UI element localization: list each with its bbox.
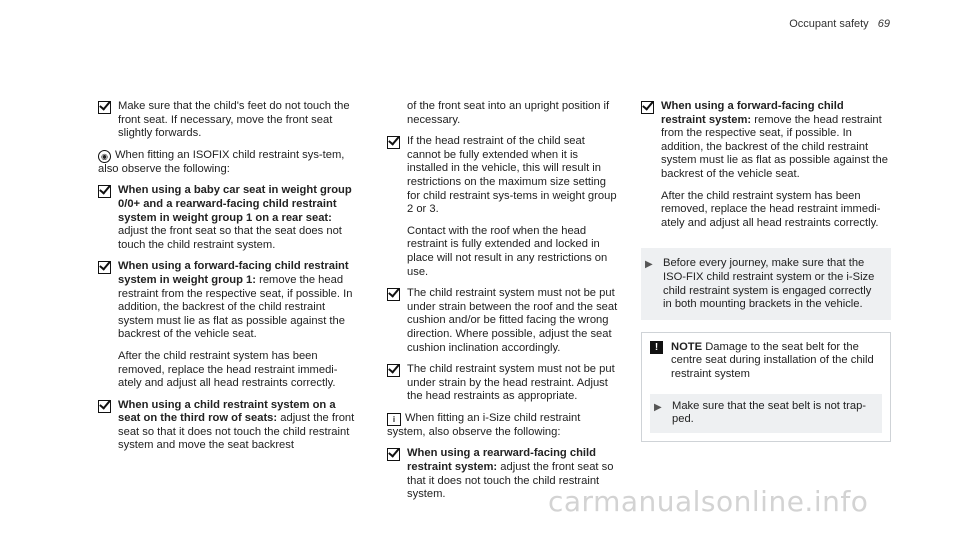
isize-note [387, 412, 619, 440]
continued-text: of the front seat into an upright position if necessary. [407, 100, 610, 126]
note-text: Damage to the seat belt for the centre seat during installation of the child restraint system [671, 340, 874, 380]
arrow-right-icon: ▶ [654, 401, 662, 413]
item-heading: When using a child restraint system on a seat on the third row of seats: [118, 398, 336, 425]
page-header [789, 18, 890, 32]
checkbox-icon [98, 400, 111, 413]
item-text: remove the head restraint from the respective seat, if possible. In addition, the backrest of the child restraint system must lie as flat as possible against the backrest of the vehicle seat. [118, 273, 353, 341]
note-box [641, 332, 891, 442]
checklist-item [98, 399, 360, 453]
note-label: NOTE [671, 340, 703, 353]
item-text: adjust the front seat so that it does not touch the child restraint system. [407, 461, 614, 501]
item-text: Make sure that the child's feet do not touch the front seat. If necessary, move the front seat slightly forwards. [118, 100, 350, 140]
isize-icon: i [387, 413, 401, 426]
tip-box [641, 248, 891, 319]
item-text: adjust the front seat so that it does not touch the child restraint system and move the seat backrest [118, 412, 355, 452]
checklist-item [387, 363, 619, 404]
item-text: The child restraint system must not be put under strain between the roof and the seat cushion and/or be fitted facing the wrong direction. Where possible, adjust the seat cushion inclination accordingly. [407, 287, 618, 354]
checkbox-icon [387, 288, 400, 301]
item-text: The child restraint system must not be put under strain by the head restraint. Adjust the head restraints as appropriate. [407, 363, 615, 403]
item-subparagraph: Contact with the roof when the head restraint is fully extended and locked in place will not result in any restrictions on use. [407, 224, 608, 278]
checkbox-icon [387, 364, 400, 377]
checklist-item [98, 260, 360, 342]
item-heading: When using a forward-facing child restraint system: [661, 100, 844, 126]
item-subparagraph: After the child restraint system has been removed, replace the head restraint immedi-ately and adjust all head restraints correctly. [661, 189, 881, 229]
item-text: remove the head restraint from the respective seat, if possible. In addition, the backrest of the child restraint system must lie as flat as possible against the backrest of the vehicle seat. [661, 113, 888, 180]
item-subparagraph: After the child restraint system has been removed, replace the head restraint immedi-ately and adjust all head restraints correctly. [118, 349, 338, 390]
checkbox-icon [98, 261, 111, 274]
note-action [650, 394, 882, 433]
checklist-item [387, 135, 619, 217]
checkbox-icon [641, 101, 654, 114]
column-3 [641, 100, 891, 442]
column-2 [387, 100, 619, 510]
item-text: If the head restraint of the child seat cannot be fully extended when it is installed in the vehicle, this will result in restrictions on the maximum size setting for child restraint sys-tems in weight group 2 or 3. [407, 135, 617, 216]
checklist-item [641, 100, 891, 182]
checkbox-icon [387, 136, 400, 149]
checkbox-icon [98, 185, 111, 198]
item-text: adjust the front seat so that the seat does not touch the child restraint system. [118, 225, 342, 251]
isize-note-text: When fitting an i-Size child restraint system, also observe the following: [387, 411, 581, 438]
item-heading: When using a rearward-facing child restraint system: [407, 447, 596, 474]
note-action-text: Make sure that the seat belt is not trap-ped. [672, 399, 867, 426]
warning-icon: ! [650, 341, 663, 354]
section-title: Occupant safety [789, 18, 869, 30]
item-heading: When using a forward-facing child restraint system in weight group 1: [118, 260, 349, 286]
watermark: carmanualsonline.info [548, 485, 869, 518]
checklist-item [98, 184, 360, 252]
isofix-note-text: When fitting an ISOFIX child restraint sys-tem, also observe the following: [98, 148, 345, 175]
isofix-note [98, 149, 360, 177]
checkbox-icon [387, 448, 400, 461]
tip-text: Before every journey, make sure that the ISO-FIX child restraint system or the i-Size child restraint system is engaged correctly in both mounting brackets in the vehicle. [663, 257, 875, 311]
column-1 [98, 100, 360, 461]
checkbox-icon [98, 101, 111, 114]
item-heading: When using a baby car seat in weight group 0/0+ and a rearward-facing child restraint system in weight group 1 on a rear seat: [118, 184, 352, 224]
arrow-right-icon: ▶ [645, 259, 653, 271]
checklist-item [387, 287, 619, 355]
isofix-icon: ◉ [98, 150, 111, 163]
checklist-item [98, 100, 360, 141]
page-number: 69 [877, 18, 890, 30]
